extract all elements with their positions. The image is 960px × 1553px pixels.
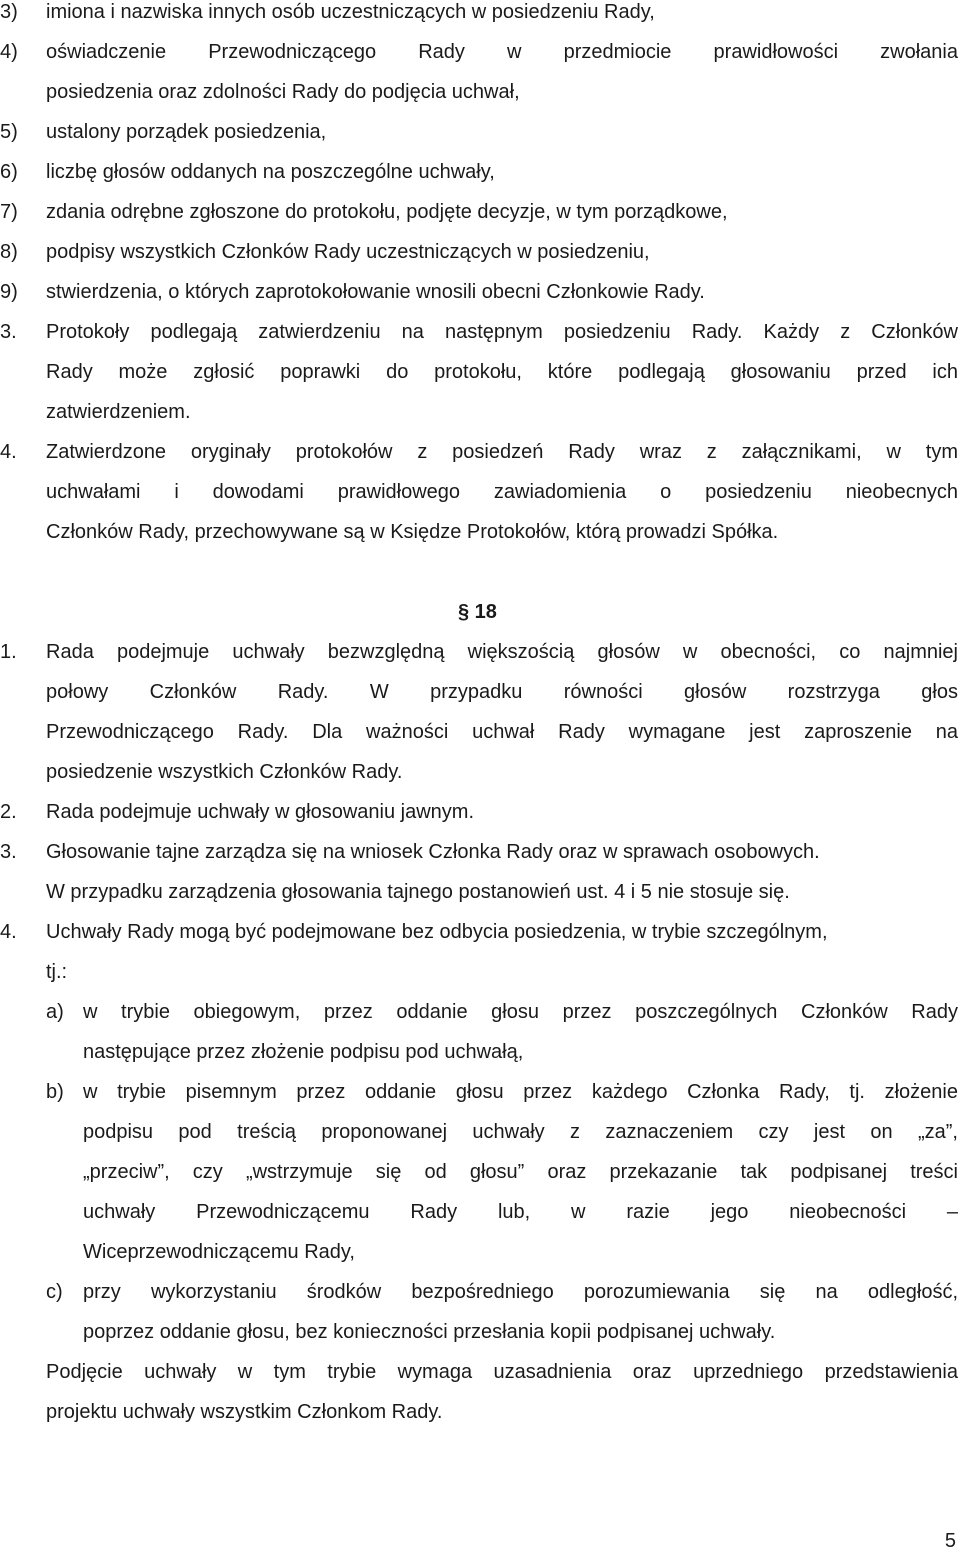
paragraph-4	[0, 432, 958, 472]
list-number: 3)	[0, 1, 18, 23]
closing-paragraph	[0, 1352, 958, 1392]
list-text: podpisy wszystkich Członków Rady uczestniczących w posiedzeniu,	[46, 241, 650, 263]
paragraph-number: 4.	[0, 441, 17, 463]
sub-list-continuation	[0, 1312, 958, 1352]
sub-list-letter: b)	[46, 1081, 64, 1103]
paragraph-text: połowy Członków Rady. W przypadku równości głosów rozstrzyga głos	[46, 681, 958, 703]
sub-list-text: przy wykorzystaniu środków bezpośredniego porozumiewania się na odległość,	[83, 1281, 958, 1303]
list-number: 8)	[0, 241, 18, 263]
paragraph-number: 3.	[0, 841, 17, 863]
list-text: liczbę głosów oddanych na poszczególne uchwały,	[46, 161, 495, 183]
sub-list-text: „przeciw”, czy „wstrzymuje się od głosu” oraz przekazanie tak podpisanej treści	[83, 1161, 958, 1183]
list-item	[0, 0, 958, 32]
list-item	[0, 112, 958, 152]
list-number: 5)	[0, 121, 18, 143]
list-item	[0, 32, 958, 72]
sub-list-text: następujące przez złożenie podpisu pod uchwałą,	[83, 1041, 524, 1063]
paragraph-text: Protokoły podlegają zatwierdzeniu na następnym posiedzeniu Rady. Każdy z Członków	[46, 321, 958, 343]
paragraph-text: Zatwierdzone oryginały protokołów z posiedzeń Rady wraz z załącznikami, w tym	[46, 441, 958, 463]
sub-list-letter: a)	[46, 1001, 64, 1023]
paragraph-number: 4.	[0, 921, 17, 943]
sub-list-item	[0, 992, 958, 1032]
paragraph-text: Członków Rady, przechowywane są w Księdze Protokołów, którą prowadzi Spółka.	[46, 521, 779, 543]
list-item-continuation	[0, 72, 958, 112]
paragraph-3	[0, 832, 958, 872]
paragraph-continuation	[0, 512, 958, 552]
list-item	[0, 232, 958, 272]
paragraph-text: Uchwały Rady mogą być podejmowane bez odbycia posiedzenia, w trybie szczególnym,	[46, 921, 828, 943]
sub-list-item	[0, 1272, 958, 1312]
list-text: stwierdzenia, o których zaprotokołowanie wnosili obecni Członkowie Rady.	[46, 281, 705, 303]
paragraph-text: uchwałami i dowodami prawidłowego zawiadomienia o posiedzeniu nieobecnych	[46, 481, 958, 503]
list-item	[0, 192, 958, 232]
sub-list-text: poprzez oddanie głosu, bez konieczności przesłania kopii podpisanej uchwały.	[83, 1321, 776, 1343]
paragraph-text: Rady może zgłosić poprawki do protokołu, które podlegają głosowaniu przed ich	[46, 361, 958, 383]
sub-list-continuation	[0, 1192, 958, 1232]
list-text: zdania odrębne zgłoszone do protokołu, podjęte decyzje, w tym porządkowe,	[46, 201, 728, 223]
list-item	[0, 152, 958, 192]
list-text: imiona i nazwiska innych osób uczestniczących w posiedzeniu Rady,	[46, 1, 655, 23]
sub-list-text: w trybie obiegowym, przez oddanie głosu przez poszczególnych Członków Rady	[83, 1001, 958, 1023]
sub-list-item	[0, 1072, 958, 1112]
sub-list-continuation	[0, 1232, 958, 1272]
paragraph-continuation	[0, 712, 958, 752]
page-number: 5	[944, 1530, 956, 1552]
sub-list-text: Wiceprzewodniczącemu Rady,	[83, 1241, 355, 1263]
sub-list-text: uchwały Przewodniczącemu Rady lub, w razie jego nieobecności –	[83, 1201, 958, 1223]
paragraph-text: posiedzenie wszystkich Członków Rady.	[46, 761, 403, 783]
list-number: 7)	[0, 201, 18, 223]
paragraph-1	[0, 632, 958, 672]
sub-list-text: w trybie pisemnym przez oddanie głosu przez każdego Członka Rady, tj. złożenie	[83, 1081, 958, 1103]
list-text: ustalony porządek posiedzenia,	[46, 121, 327, 143]
list-text: posiedzenia oraz zdolności Rady do podjęcia uchwał,	[46, 81, 520, 103]
paragraph-continuation	[0, 472, 958, 512]
sub-list-letter: c)	[46, 1281, 63, 1303]
paragraph-number: 1.	[0, 641, 17, 663]
closing-paragraph-continuation	[0, 1392, 958, 1432]
paragraph-continuation	[0, 352, 958, 392]
blank-line	[0, 552, 958, 592]
paragraph-continuation	[0, 752, 958, 792]
list-number: 6)	[0, 161, 18, 183]
paragraph-number: 3.	[0, 321, 17, 343]
paragraph-continuation	[0, 952, 958, 992]
paragraph-continuation	[0, 872, 958, 912]
paragraph-text: tj.:	[46, 961, 68, 983]
sub-list-continuation	[0, 1152, 958, 1192]
paragraph-text: Rada podejmuje uchwały w głosowaniu jawnym.	[46, 801, 474, 823]
paragraph-text: W przypadku zarządzenia głosowania tajnego postanowień ust. 4 i 5 nie stosuje się.	[46, 881, 790, 903]
paragraph-text: Głosowanie tajne zarządza się na wniosek Członka Rady oraz w sprawach osobowych.	[46, 841, 820, 863]
paragraph-text: zatwierdzeniem.	[46, 401, 191, 423]
paragraph-4	[0, 912, 958, 952]
closing-text: projektu uchwały wszystkim Członkom Rady.	[46, 1401, 443, 1423]
section-heading: § 18	[458, 601, 497, 623]
paragraph-continuation	[0, 392, 958, 432]
paragraph-text: Przewodniczącego Rady. Dla ważności uchwał Rady wymagane jest zaproszenie na	[46, 721, 958, 743]
paragraph-continuation	[0, 672, 958, 712]
list-number: 4)	[0, 41, 18, 63]
list-number: 9)	[0, 281, 18, 303]
sub-list-text: podpisu pod treścią proponowanej uchwały z zaznaczeniem czy jest on „za”,	[83, 1121, 958, 1143]
paragraph-2	[0, 792, 958, 832]
sub-list-continuation	[0, 1112, 958, 1152]
sub-list-continuation	[0, 1032, 958, 1072]
paragraph-number: 2.	[0, 801, 17, 823]
closing-text: Podjęcie uchwały w tym trybie wymaga uzasadnienia oraz uprzedniego przedstawienia	[46, 1361, 958, 1383]
paragraph-text: Rada podejmuje uchwały bezwzględną większością głosów w obecności, co najmniej	[46, 641, 958, 663]
paragraph-3	[0, 312, 958, 352]
list-text: oświadczenie Przewodniczącego Rady w przedmiocie prawidłowości zwołania	[46, 41, 958, 63]
list-item	[0, 272, 958, 312]
